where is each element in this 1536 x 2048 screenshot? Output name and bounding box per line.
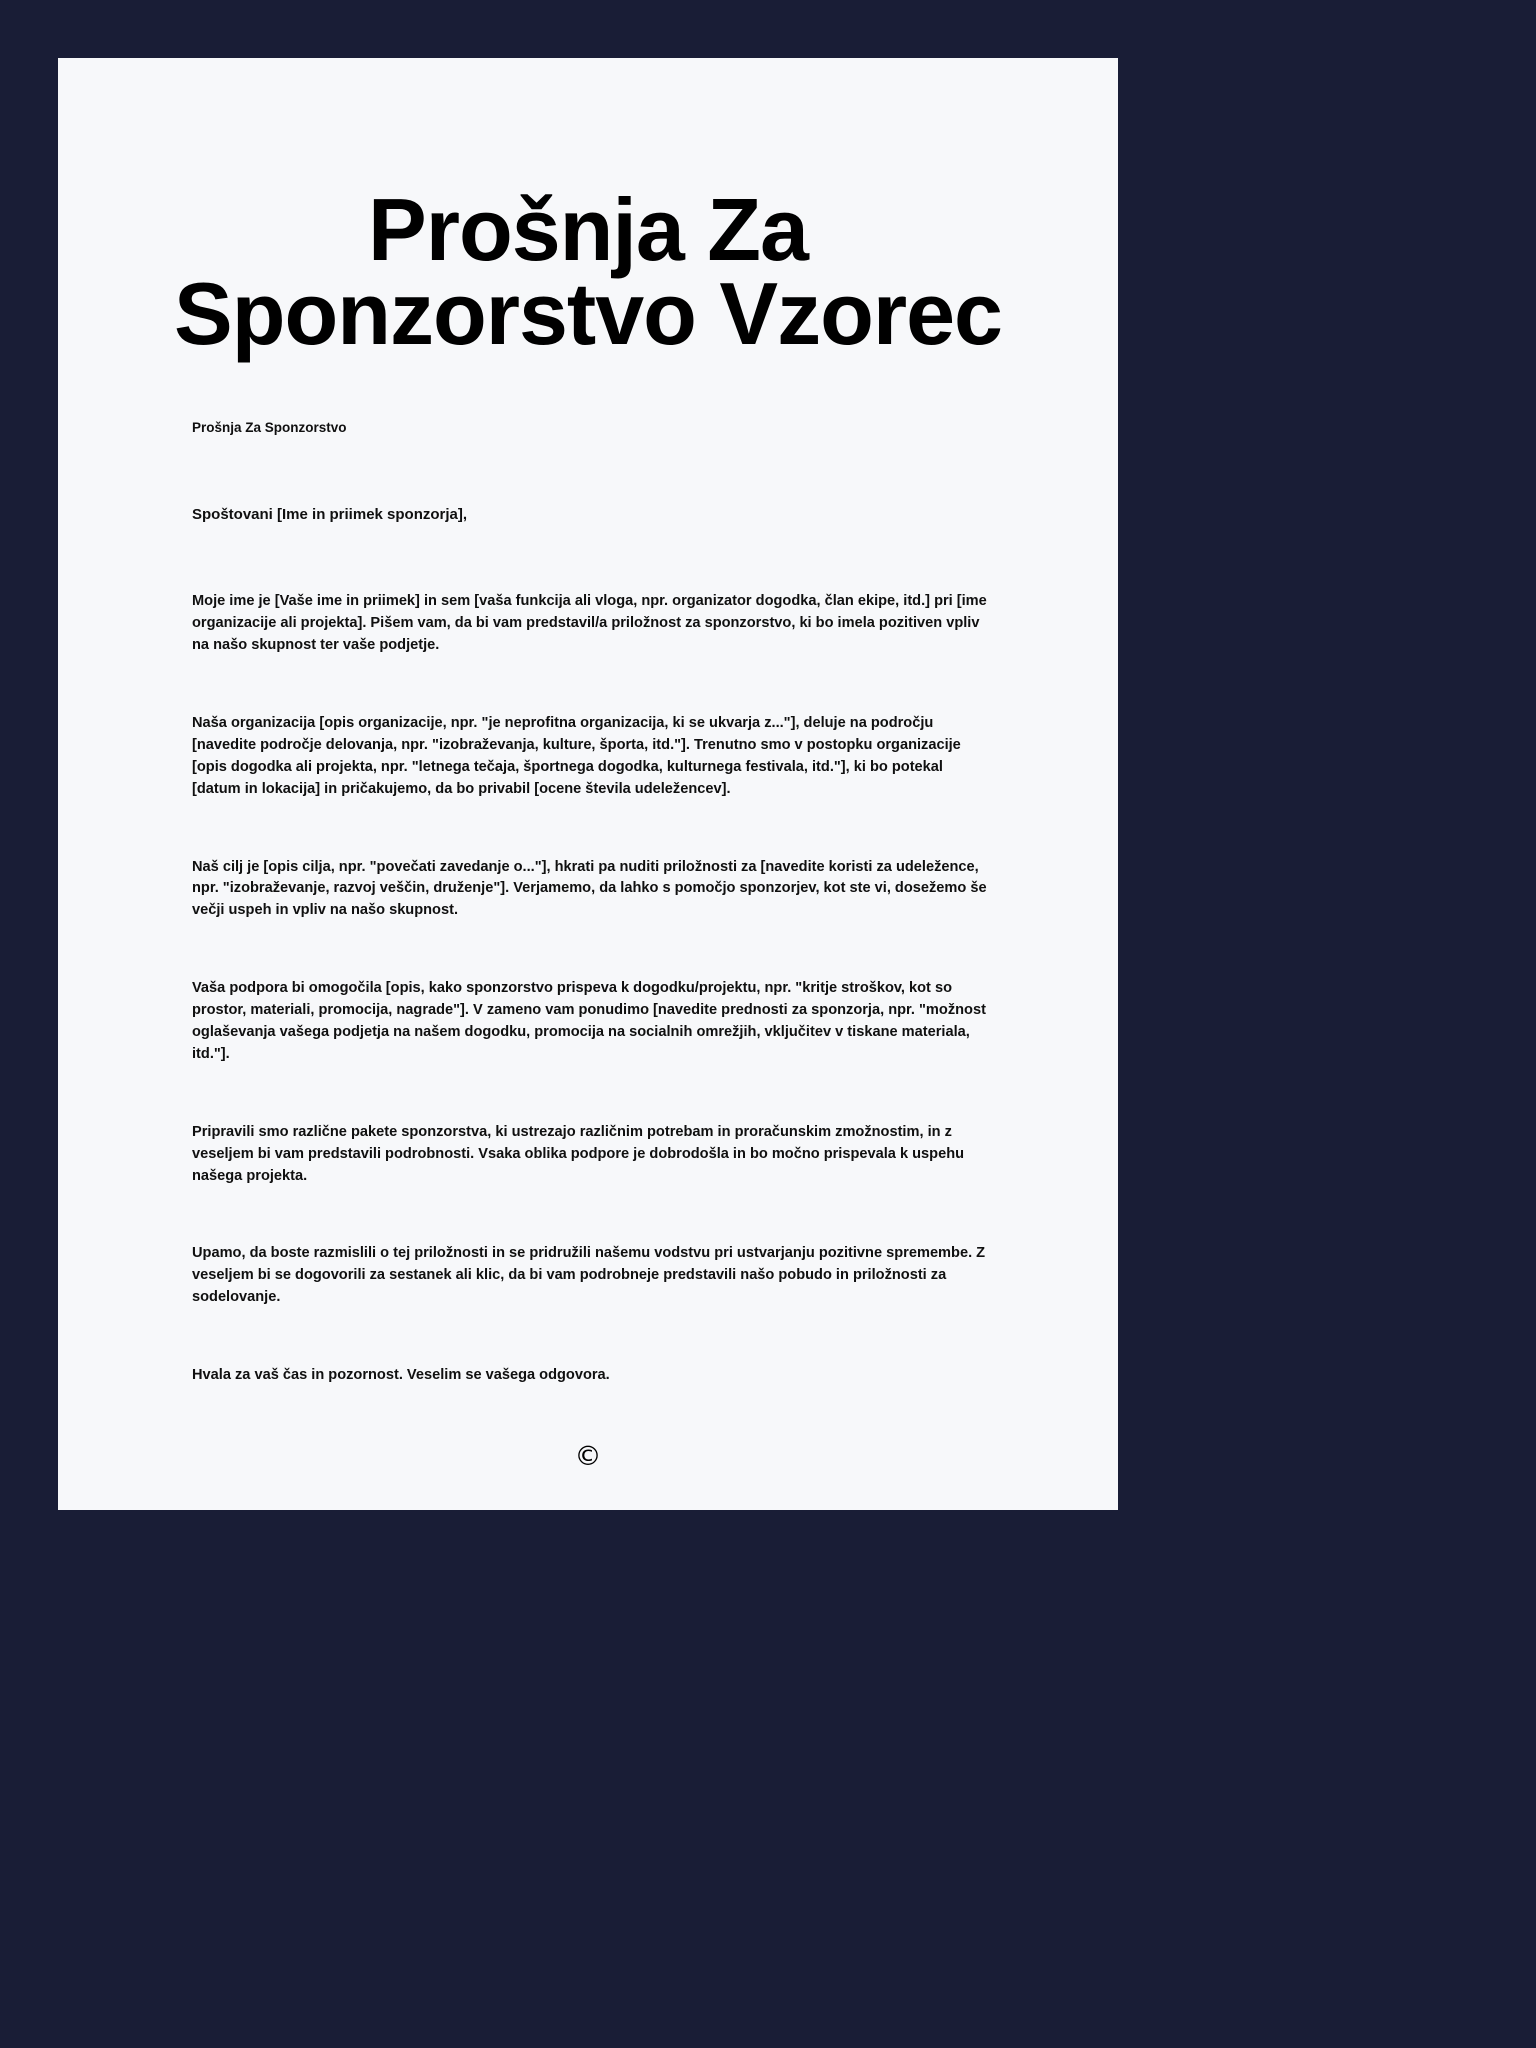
document-page — [58, 58, 1118, 1510]
salutation: Spoštovani [Ime in priimek sponzorja], — [192, 505, 468, 523]
page-title: Prošnja Za Sponzorstvo Vzorec — [174, 180, 1002, 364]
body-paragraph-5: Pripravili smo različne pakete sponzorstva, ki ustrezajo različnim potrebam in proračunskim zmožnostim, in z veseljem bi vam predstavili podrobnosti. Vsaka oblika podpore je dobrodošla in bo močno prispevala k uspehu našega projekta. — [192, 1123, 965, 1184]
document-body — [192, 418, 992, 1387]
closing-line: Hvala za vaš čas in pozornost. Veselim se vašega odgovora. — [192, 1367, 610, 1384]
body-paragraph-2: Naša organizacija [opis organizacije, npr. "je neprofitna organizacija, ki se ukvarja z..."], deluje na področju [navedite področje delovanja, npr. "izobraževanja, kulture, športa, itd."]. Trenutno smo v postopku organizacije [opis dogodka ali projekta, npr. "letnega tečaja, športnega dogodka, kulturnega festivala, itd."], ki bo potekal [datum in lokacija] in pričakujemo, da bo privabil [ocene števila udeležencev]. — [192, 714, 961, 797]
body-paragraph-3: Naš cilj je [opis cilja, npr. "povečati zavedanje o..."], hkrati pa nuditi priložnosti za [navedite koristi za udeležence, npr. "izobraževanje, razvoj veščin, druženje"]. Verjamemo, da lahko s pomočjo sponzorjev, kot ste vi, dosežemo še večji uspeh in vpliv na našo skupnost. — [192, 858, 987, 919]
body-paragraph-6: Upamo, da boste razmislili o tej priložnosti in se pridružili našemu vodstvu pri ustvarjanju pozitivne spremembe. Z veseljem bi se dogovorili za sestanek ali klic, da bi vam podrobneje predstavili našo pobudo in priložnosti za sodelovanje. — [192, 1245, 986, 1306]
copyright-icon: © — [574, 1441, 602, 1472]
body-paragraph-4: Vaša podpora bi omogočila [opis, kako sponzorstvo prispeva k dogodku/projektu, npr. "kritje stroškov, kot so prostor, materiali, promocija, nagrade"]. V zameno vam ponudimo [navedite prednosti za sponzorja, npr. "možnost oglaševanja vašega podjetja na našem dogodku, promocija na socialnih omrežjih, vključitev v tiskane materiala, itd."]. — [192, 980, 986, 1062]
body-paragraph-1: Moje ime je [Vaše ime in priimek] in sem [vaša funkcija ali vloga, npr. organizator dogodka, član ekipe, itd.] pri [ime organizacije ali projekta]. Pišem vam, da bi vam predstavil/a priložnost za sponzorstvo, ki bo imela pozitiven vpliv na našo skupnost ter vaše podjetje. — [192, 593, 987, 654]
document-subtitle: Prošnja Za Sponzorstvo — [192, 420, 347, 435]
